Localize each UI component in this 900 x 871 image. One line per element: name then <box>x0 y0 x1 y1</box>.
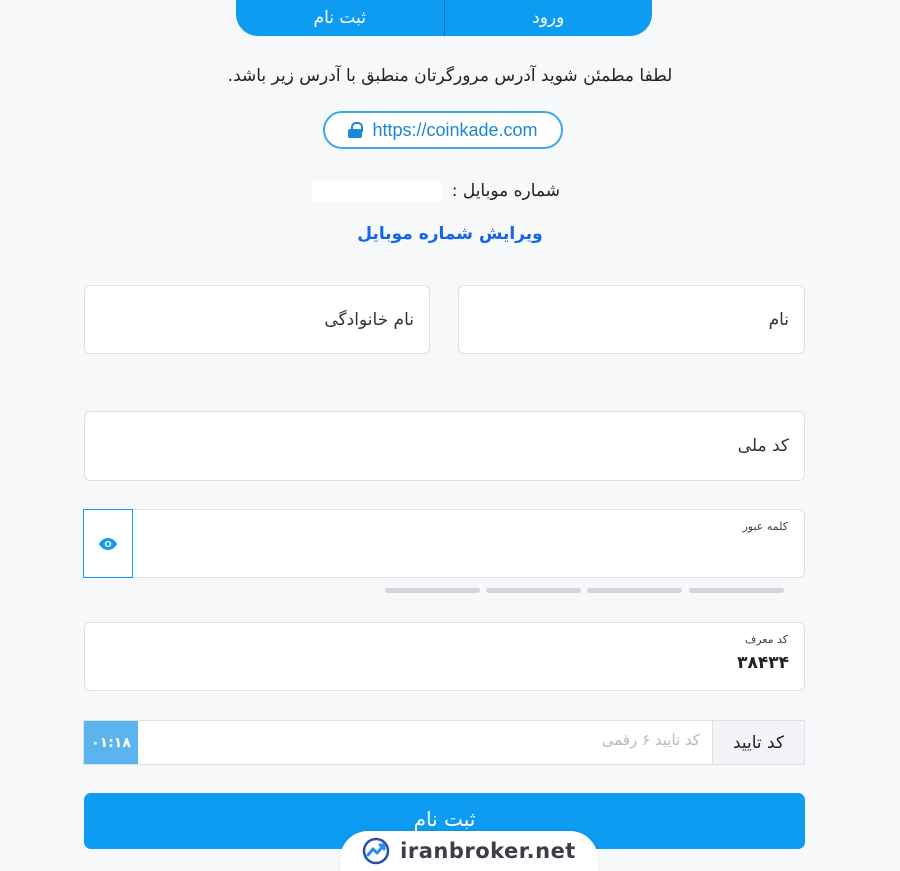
referral-code-field[interactable] <box>84 622 805 691</box>
url-text: https://coinkade.com <box>372 119 538 140</box>
first-name-field[interactable] <box>458 285 805 354</box>
url-badge <box>323 111 563 149</box>
mobile-number-masked <box>312 180 442 202</box>
edit-mobile-link[interactable]: ویرایش شماره موبایل <box>357 224 543 244</box>
watermark-text: iranbroker.net <box>400 839 576 863</box>
referral-code-label: کد معرف <box>744 633 788 646</box>
password-strength-segment <box>587 588 682 593</box>
password-strength-segment <box>689 588 784 593</box>
national-code-label: کد ملی <box>737 436 789 456</box>
tab-register[interactable]: ثبت نام <box>236 0 445 36</box>
eye-icon <box>99 538 117 550</box>
tab-login[interactable]: ورود <box>532 8 565 28</box>
first-name-label: نام <box>768 310 789 330</box>
trend-chart-icon <box>362 837 392 865</box>
last-name-field[interactable] <box>84 285 430 354</box>
url-notice: لطفا مطمئن شوید آدرس مرورگرتان منطبق با آدرس زیر باشد. <box>227 66 673 86</box>
password-label: کلمه عبور <box>742 520 788 533</box>
lock-icon <box>348 122 362 138</box>
national-code-field[interactable] <box>84 411 805 481</box>
register-button[interactable]: ثبت نام <box>84 793 805 849</box>
mobile-label: شماره موبایل : <box>451 181 560 201</box>
password-strength-segment <box>385 588 480 593</box>
password-strength-segment <box>486 588 581 593</box>
verification-code-input[interactable] <box>400 731 700 749</box>
toggle-password-visibility[interactable] <box>83 509 133 578</box>
verification-code-label: کد تایید <box>712 721 804 764</box>
mobile-number-row <box>312 180 560 202</box>
watermark-badge <box>340 831 598 871</box>
password-field[interactable] <box>132 509 805 578</box>
auth-tabs <box>236 0 652 36</box>
last-name-label: نام خانوادگی <box>324 310 414 330</box>
referral-code-value: ۳۸۴۳۴ <box>737 653 789 673</box>
resend-timer: ۰۱:۱۸ <box>84 721 138 764</box>
verification-code-group <box>83 720 805 765</box>
